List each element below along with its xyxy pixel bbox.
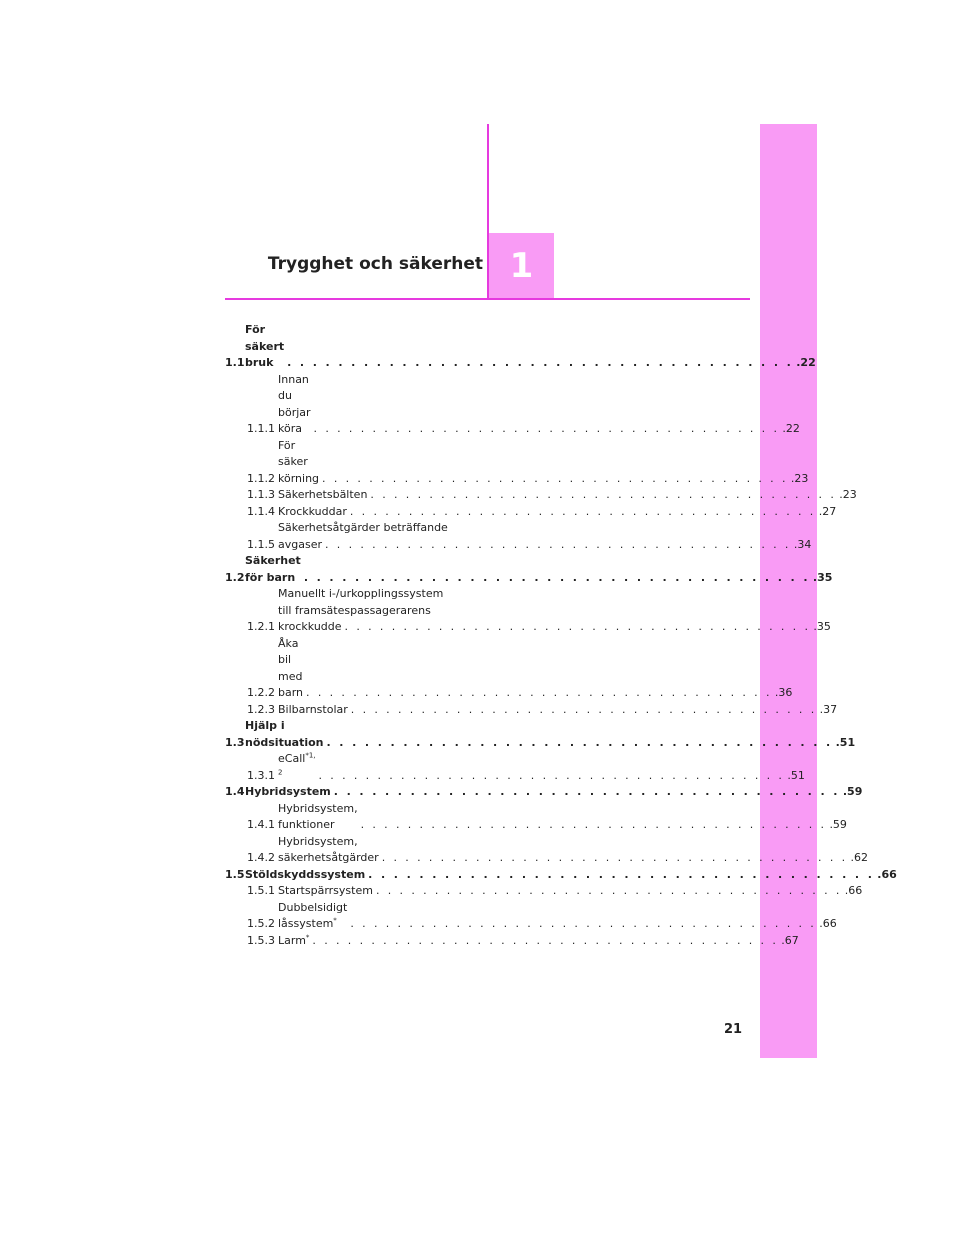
toc-entry-title-text: Säkerhetsåtgärder beträffande xyxy=(278,521,448,534)
toc-entry-title xyxy=(278,702,348,719)
dot-leader: . . . . . . . . . . . . . . . . . . . . . . . . . . . . . . . . . . . . . . . . xyxy=(350,702,817,716)
toc-entry-title-text: eCall xyxy=(278,752,306,765)
toc-entry-title-text: Hybridsystem xyxy=(245,785,331,798)
toc-section-entry[interactable] xyxy=(225,867,897,884)
toc-page-ref: .23 xyxy=(839,488,857,501)
toc-entry-title xyxy=(278,636,303,702)
dot-leader: . . . . . . . . . . . . . . . . . . . . . . . . . . . . . . . . . . . . . . . . xyxy=(368,867,875,881)
toc-entry-number: 1.2.2 xyxy=(247,686,275,699)
dot-leader: . . . . . . . . . . . . . . . . . . . . . . . . . . . . . . . . . . . . . . . . xyxy=(375,884,842,897)
toc-entry-number: 1.5.1 xyxy=(247,884,275,897)
toc-page-ref: .22 xyxy=(782,422,800,435)
toc-subsection-entry[interactable] xyxy=(225,834,869,867)
dot-leader: . . . . . . . . . . . . . . . . . . . . . . . . . . . . . . . . . . . . . . . . xyxy=(333,785,840,798)
toc-subsection-entry[interactable] xyxy=(225,586,831,636)
toc-entry-title-text: Manuellt i-/urkopplingssystem xyxy=(278,587,444,600)
chapter-number: 1 xyxy=(509,245,534,286)
toc-entry-title xyxy=(278,751,316,784)
toc-entry-title-text: till framsätespassagerarens xyxy=(278,603,431,617)
toc-entry-title-text: Startspärrsystem xyxy=(278,884,373,897)
toc-subsection-entry[interactable] xyxy=(225,801,847,834)
toc-page-ref: .27 xyxy=(818,504,837,518)
toc-entry-title-text: Bilbarnstolar xyxy=(278,702,348,716)
page-number: 21 xyxy=(724,1022,743,1037)
toc-page-ref: .67 xyxy=(781,933,799,947)
toc-subsection-entry[interactable] xyxy=(225,751,805,784)
toc-section-entry[interactable] xyxy=(225,553,833,586)
dot-leader: . . . . . . . . . . . . . . . . . . . . . . . . . . . . . . . . . . . . . . . . xyxy=(313,422,780,435)
dot-leader: . . . . . . . . . . . . . . . . . . . . . . . . . . . . . . . . . . . . . . . . xyxy=(287,356,794,369)
toc-entry-title-text: Hjälp i nödsituation xyxy=(245,719,324,749)
toc-subsection-entry[interactable] xyxy=(225,372,800,438)
toc-subsection-entry[interactable] xyxy=(225,520,812,553)
toc-entry-title-text: Hybridsystem, funktioner xyxy=(278,801,358,831)
toc-page-ref: .66 xyxy=(877,867,897,881)
toc-section-entry[interactable] xyxy=(225,784,863,801)
toc-entry-title xyxy=(278,604,431,617)
toc-page-ref: .59 xyxy=(829,818,847,831)
toc-entry-title xyxy=(278,487,367,504)
toc-entry-title-text: krockkudde xyxy=(278,620,342,633)
dot-leader: . . . . . . . . . . . . . . . . . . . . . . . . . . . . . . . . . . . . . . . . xyxy=(322,471,788,485)
toc-entry-title xyxy=(245,867,365,884)
toc-entry-title xyxy=(278,900,347,933)
toc-entry-title-text: För säker körning xyxy=(278,438,320,485)
dot-leader: . . . . . . . . . . . . . . . . . . . . . . . . . . . . . . . . . . . . . . . . xyxy=(325,537,791,551)
toc-page-ref: .59 xyxy=(842,785,863,798)
toc-page-ref: .51 xyxy=(787,768,805,782)
toc-page-ref: .66 xyxy=(844,884,863,897)
footnote-marker: * xyxy=(333,916,337,925)
toc-page-ref: .23 xyxy=(790,471,809,485)
toc-page-ref: .66 xyxy=(819,917,837,930)
toc-section-entry[interactable] xyxy=(225,718,856,751)
toc-entry-number: 1.1.2 xyxy=(247,471,275,485)
toc-page-ref: .51 xyxy=(835,735,856,749)
chapter-number-badge xyxy=(489,233,554,298)
toc-entry-number: 1.4.1 xyxy=(247,818,275,831)
toc-entry-title xyxy=(278,883,373,900)
toc-subsection-entry[interactable] xyxy=(225,438,809,488)
toc-entry-title-text: avgaser xyxy=(278,537,322,551)
toc-entry-title xyxy=(278,834,379,867)
footnote-marker: * xyxy=(305,932,310,941)
dot-leader: . . . . . . . . . . . . . . . . . . . . . . . . . . . . . . . . . . . . . . . . xyxy=(318,768,785,782)
toc-entry-title-text: Säkerhetsbälten xyxy=(278,488,368,501)
toc-entry-title-text: Innan du börjar köra xyxy=(278,372,311,435)
toc-entry-title-text: Larm xyxy=(278,933,306,947)
toc-entry-title-text: Hybridsystem, säkerhetsåtgärder xyxy=(278,834,379,864)
toc-entry-title-text: Åka bil med barn xyxy=(278,636,304,699)
table-of-contents xyxy=(225,322,897,949)
toc-entry-number: 1.2 xyxy=(225,570,245,584)
toc-subsection-entry[interactable] xyxy=(225,636,793,702)
toc-entry-title xyxy=(278,619,342,636)
toc-entry-title xyxy=(278,372,311,438)
toc-page-ref: .62 xyxy=(850,851,869,864)
dot-leader: . . . . . . . . . . . . . . . . . . . . . . . . . . . . . . . . . . . . . . . . xyxy=(344,620,811,633)
toc-subsection-entry[interactable] xyxy=(225,487,857,504)
toc-entry-title xyxy=(278,933,309,950)
toc-entry-number: 1.3.1 xyxy=(247,768,275,782)
dot-leader: . . . . . . . . . . . . . . . . . . . . . . . . . . . . . . . . . . . . . . . . xyxy=(326,735,833,749)
toc-entry-number: 1.2.3 xyxy=(247,702,275,716)
toc-page-ref: .36 xyxy=(774,686,793,699)
footnote-marker: *1, 2 xyxy=(278,751,316,776)
toc-page-ref: .35 xyxy=(812,570,833,584)
toc-entry-title xyxy=(245,322,284,372)
toc-page-ref: .22 xyxy=(796,356,816,369)
dot-leader: . . . . . . . . . . . . . . . . . . . . . . . . . . . . . . . . . . . . . . . . xyxy=(306,686,772,699)
toc-entry-title xyxy=(278,587,443,600)
toc-page-ref: .35 xyxy=(813,620,831,633)
toc-entry-number: 1.5.2 xyxy=(247,917,275,930)
dot-leader: . . . . . . . . . . . . . . . . . . . . . . . . . . . . . . . . . . . . . . . . xyxy=(381,851,848,864)
toc-page-ref: .37 xyxy=(819,702,838,716)
toc-subsection-entry[interactable] xyxy=(225,702,838,719)
toc-subsection-entry[interactable] xyxy=(225,504,837,521)
toc-entry-number: 1.4.2 xyxy=(247,851,275,864)
dot-leader: . . . . . . . . . . . . . . . . . . . . . . . . . . . . . . . . . . . . . . . . xyxy=(360,818,827,831)
dot-leader: . . . . . . . . . . . . . . . . . . . . . . . . . . . . . . . . . . . . . . . . xyxy=(303,570,810,584)
dot-leader: . . . . . . . . . . . . . . . . . . . . . . . . . . . . . . . . . . . . . . . . xyxy=(370,488,837,501)
toc-entry-title xyxy=(245,553,301,586)
toc-entry-title-text: Krockkuddar xyxy=(278,504,347,518)
toc-entry-title xyxy=(245,784,331,801)
toc-entry-title-text: För säkert bruk xyxy=(245,323,285,369)
dot-leader: . . . . . . . . . . . . . . . . . . . . . . . . . . . . . . . . . . . . . . . . xyxy=(350,917,817,930)
toc-entry-number: 1.1.1 xyxy=(247,422,275,435)
toc-entry-number: 1.1.3 xyxy=(247,488,275,501)
toc-entry-title xyxy=(278,504,347,521)
toc-entry-title-text: Säkerhet för barn xyxy=(245,554,301,584)
toc-entry-title xyxy=(278,438,319,488)
toc-entry-title xyxy=(278,537,322,554)
toc-subsection-entry[interactable] xyxy=(225,932,799,950)
toc-page-ref: .34 xyxy=(793,537,812,551)
toc-entry-number: 1.5.3 xyxy=(247,933,275,947)
toc-entry-number: 1.3 xyxy=(225,735,245,749)
chapter-title: Trygghet och säkerhet xyxy=(267,254,483,274)
toc-entry-number: 1.1.4 xyxy=(247,504,275,518)
toc-entry-number: 1.4 xyxy=(225,785,245,798)
toc-entry-number: 1.1.5 xyxy=(247,537,275,551)
toc-entry-title-text: Stöldskyddssystem xyxy=(245,867,366,881)
toc-entry-title-text: Dubbelsidigt låssystem xyxy=(278,900,348,930)
dot-leader: . . . . . . . . . . . . . . . . . . . . . . . . . . . . . . . . . . . . . . . . xyxy=(312,933,779,947)
toc-entry-number: 1.1 xyxy=(225,356,245,369)
toc-entry-number: 1.2.1 xyxy=(247,620,275,633)
toc-subsection-entry[interactable] xyxy=(225,883,863,900)
toc-entry-number: 1.5 xyxy=(225,867,245,881)
toc-entry-title xyxy=(245,718,324,751)
header-horizontal-rule xyxy=(225,298,750,300)
toc-entry-title xyxy=(278,801,358,834)
toc-entry-title xyxy=(278,521,448,534)
dot-leader: . . . . . . . . . . . . . . . . . . . . . . . . . . . . . . . . . . . . . . . . xyxy=(349,504,816,518)
toc-section-entry[interactable] xyxy=(225,322,816,372)
toc-subsection-entry[interactable] xyxy=(225,900,837,933)
